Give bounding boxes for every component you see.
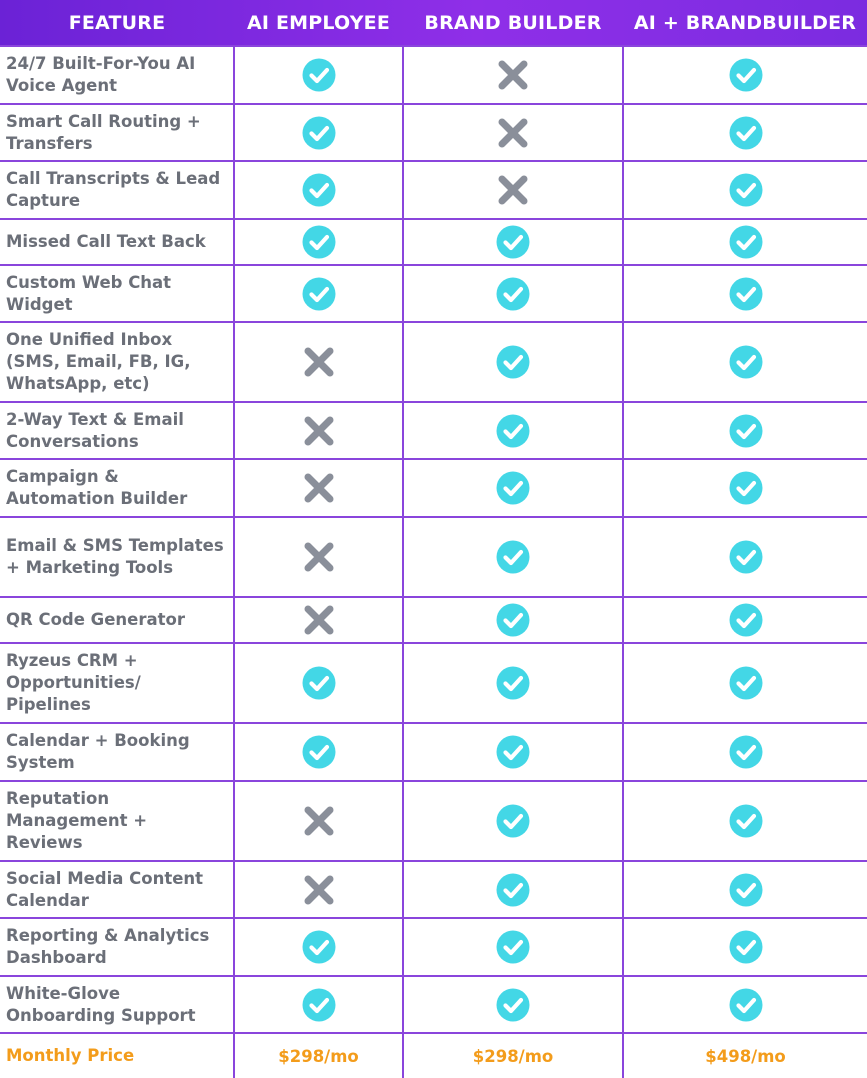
cell-ai-employee (234, 46, 403, 104)
check-circle-icon (729, 58, 763, 92)
cell-ai-plus-brandbuilder (623, 597, 867, 643)
cell-ai-plus-brandbuilder (623, 976, 867, 1033)
cell-brand-builder (403, 459, 623, 517)
cell-ai-employee (234, 219, 403, 265)
cell-ai-employee (234, 322, 403, 402)
check-circle-icon (729, 277, 763, 311)
check-circle-icon (729, 540, 763, 574)
check-circle-icon (496, 540, 530, 574)
cell-ai-plus-brandbuilder (623, 322, 867, 402)
cell-ai-plus-brandbuilder (623, 459, 867, 517)
table-row (0, 161, 867, 219)
check-circle-icon (302, 225, 336, 259)
table-row (0, 219, 867, 265)
check-circle-icon (729, 873, 763, 907)
check-circle-icon (729, 804, 763, 838)
cell-ai-plus-brandbuilder (623, 643, 867, 723)
cell-ai-plus-brandbuilder (623, 104, 867, 161)
check-circle-icon (729, 666, 763, 700)
cell-ai-plus-brandbuilder (623, 219, 867, 265)
check-circle-icon (729, 603, 763, 637)
table-row (0, 402, 867, 459)
check-circle-icon (302, 666, 336, 700)
table-body (0, 46, 867, 1078)
price-label: Monthly Price (0, 1033, 234, 1078)
x-cross-icon (302, 804, 336, 838)
cell-brand-builder (403, 265, 623, 322)
table-row (0, 918, 867, 976)
table-row (0, 265, 867, 322)
cell-ai-employee (234, 643, 403, 723)
cell-ai-employee (234, 781, 403, 861)
cell-ai-plus-brandbuilder (623, 161, 867, 219)
check-circle-icon (729, 930, 763, 964)
check-circle-icon (302, 988, 336, 1022)
cell-ai-employee (234, 918, 403, 976)
cell-ai-employee (234, 976, 403, 1033)
feature-label: 24/7 Built-For-You AI Voice Agent (0, 46, 234, 104)
table-row (0, 861, 867, 918)
check-circle-icon (302, 277, 336, 311)
cell-brand-builder (403, 219, 623, 265)
x-cross-icon (496, 173, 530, 207)
cell-ai-employee (234, 265, 403, 322)
cell-ai-employee (234, 161, 403, 219)
table-header (0, 0, 867, 46)
table-row (0, 459, 867, 517)
check-circle-icon (729, 988, 763, 1022)
x-cross-icon (302, 873, 336, 907)
check-circle-icon (302, 173, 336, 207)
table-row (0, 723, 867, 781)
cell-brand-builder (403, 643, 623, 723)
cell-ai-employee (234, 861, 403, 918)
check-circle-icon (496, 603, 530, 637)
x-cross-icon (496, 116, 530, 150)
price-ai-employee: $298/mo (234, 1033, 403, 1078)
feature-label: Campaign & Automation Builder (0, 459, 234, 517)
check-circle-icon (496, 804, 530, 838)
cell-brand-builder (403, 976, 623, 1033)
cell-brand-builder (403, 104, 623, 161)
cell-brand-builder (403, 46, 623, 104)
cell-ai-plus-brandbuilder (623, 861, 867, 918)
table-row (0, 104, 867, 161)
table-row (0, 781, 867, 861)
check-circle-icon (496, 988, 530, 1022)
check-circle-icon (729, 116, 763, 150)
check-circle-icon (496, 471, 530, 505)
check-circle-icon (729, 471, 763, 505)
feature-label: Email & SMS Templates + Marketing Tools (0, 517, 234, 597)
x-cross-icon (302, 603, 336, 637)
x-cross-icon (302, 345, 336, 379)
table-row (0, 46, 867, 104)
header-ai-plus-brandbuilder: AI + BRANDBUILDER (633, 11, 857, 34)
check-circle-icon (496, 735, 530, 769)
price-row (0, 1033, 867, 1078)
cell-ai-plus-brandbuilder (623, 46, 867, 104)
check-circle-icon (496, 414, 530, 448)
check-circle-icon (729, 225, 763, 259)
cell-ai-employee (234, 459, 403, 517)
table-row (0, 643, 867, 723)
feature-label: Reputation Management + Reviews (0, 781, 234, 861)
cell-ai-plus-brandbuilder (623, 265, 867, 322)
check-circle-icon (496, 345, 530, 379)
feature-label: Call Transcripts & Lead Capture (0, 161, 234, 219)
cell-ai-plus-brandbuilder (623, 402, 867, 459)
check-circle-icon (496, 666, 530, 700)
feature-label: Missed Call Text Back (0, 219, 234, 265)
cell-ai-employee (234, 597, 403, 643)
feature-label: Ryzeus CRM + Opportunities/ Pipelines (0, 643, 234, 723)
table-row (0, 517, 867, 597)
cell-brand-builder (403, 517, 623, 597)
cell-brand-builder (403, 781, 623, 861)
check-circle-icon (302, 116, 336, 150)
feature-label: Smart Call Routing + Transfers (0, 104, 234, 161)
x-cross-icon (302, 414, 336, 448)
x-cross-icon (496, 58, 530, 92)
feature-label: 2-Way Text & Email Conversations (0, 402, 234, 459)
x-cross-icon (302, 540, 336, 574)
cell-ai-plus-brandbuilder (623, 918, 867, 976)
feature-label: Reporting & Analytics Dashboard (0, 918, 234, 976)
feature-label: QR Code Generator (0, 597, 234, 643)
header-ai-employee: AI EMPLOYEE (246, 11, 391, 34)
check-circle-icon (729, 414, 763, 448)
cell-brand-builder (403, 322, 623, 402)
check-circle-icon (729, 735, 763, 769)
cell-ai-employee (234, 402, 403, 459)
table-row (0, 322, 867, 402)
cell-brand-builder (403, 861, 623, 918)
feature-label: Calendar + Booking System (0, 723, 234, 781)
check-circle-icon (302, 58, 336, 92)
feature-label: Custom Web Chat Widget (0, 265, 234, 322)
cell-brand-builder (403, 723, 623, 781)
x-cross-icon (302, 471, 336, 505)
check-circle-icon (302, 735, 336, 769)
table-row (0, 976, 867, 1033)
cell-brand-builder (403, 402, 623, 459)
check-circle-icon (729, 345, 763, 379)
check-circle-icon (729, 173, 763, 207)
feature-label: One Unified Inbox (SMS, Email, FB, IG, WhatsApp, etc) (0, 322, 234, 402)
feature-label: Social Media Content Calendar (0, 861, 234, 918)
price-brand-builder: $298/mo (403, 1033, 623, 1078)
cell-ai-plus-brandbuilder (623, 723, 867, 781)
check-circle-icon (496, 873, 530, 907)
check-circle-icon (302, 930, 336, 964)
cell-ai-employee (234, 723, 403, 781)
feature-label: White-Glove Onboarding Support (0, 976, 234, 1033)
table-row (0, 597, 867, 643)
check-circle-icon (496, 277, 530, 311)
cell-ai-employee (234, 517, 403, 597)
cell-brand-builder (403, 918, 623, 976)
price-ai-plus-brandbuilder: $498/mo (623, 1033, 867, 1078)
header-brand-builder: BRAND BUILDER (424, 11, 602, 34)
cell-ai-plus-brandbuilder (623, 517, 867, 597)
cell-brand-builder (403, 597, 623, 643)
cell-ai-plus-brandbuilder (623, 781, 867, 861)
check-circle-icon (496, 225, 530, 259)
cell-ai-employee (234, 104, 403, 161)
check-circle-icon (496, 930, 530, 964)
header-feature: FEATURE (68, 11, 166, 34)
cell-brand-builder (403, 161, 623, 219)
